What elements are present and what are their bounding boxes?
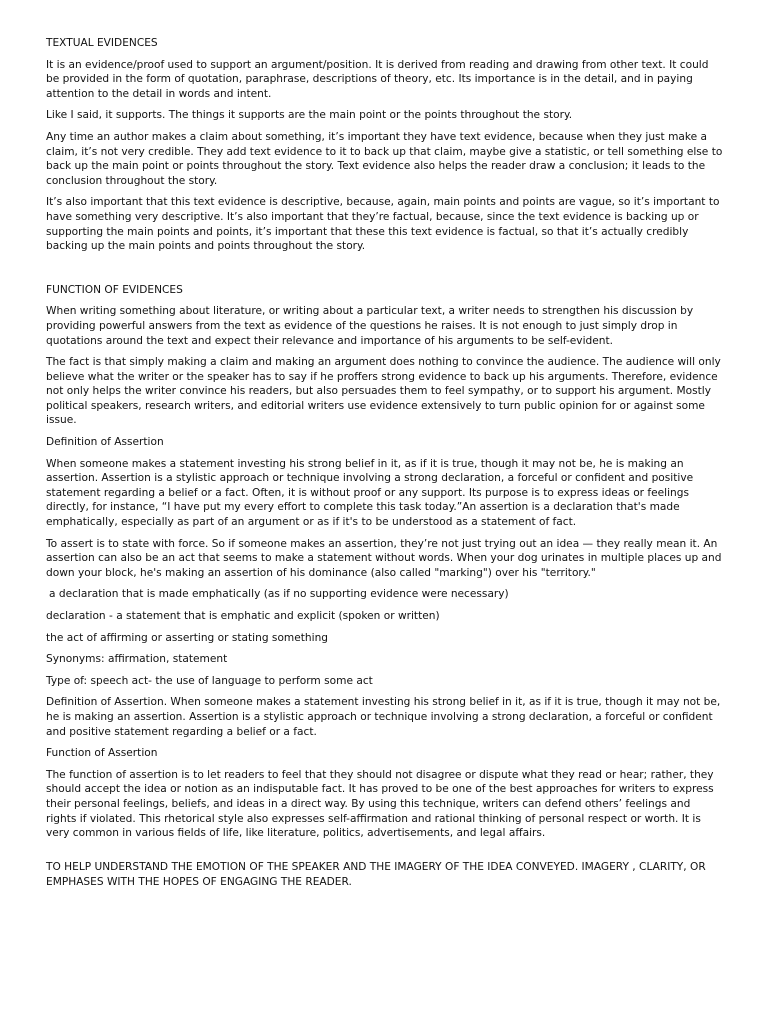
paragraph-function-assertion: The function of assertion is to let readers to feel that they should not disagree or dispute what they read or hear; rather, they should accept the idea or notion as an indisputable fact. It has proved to be one of the best approaches for writers to express their personal feelings, beliefs, and ideas in a direct way. By using this technique, writers can defend others’ feelings and rights if violated. This rhetorical style also expresses self-affirmation and rational thinking of personal respect or worth. It is very common in various fields of life, like literature, politics, advertisements, and legal affairs. — [46, 768, 714, 840]
textual-evidences-heading: TEXTUAL EVIDENCES — [46, 37, 158, 49]
paragraph-definition-evidence: It is an evidence/proof used to support an argument/position. It is derived from reading and drawing from other text. It could be provided in the form of quotation, paraphrase, descriptions of theory, etc. Its importance is in the detail, and in paying attention to the detail in words and intent. — [46, 58, 709, 100]
paragraph-supports: Like I said, it supports. The things it supports are the main point or the points throughout the story. — [46, 109, 573, 122]
paragraph-synonyms: Synonyms: affirmation, statement — [46, 653, 228, 666]
paragraph-uppercase-note: TO HELP UNDERSTAND THE EMOTION OF THE SPEAKER AND THE IMAGERY OF THE IDEA CONVEYED. IMAGERY , CLARITY, OR EMPHASES WITH THE HOPES OF ENGAGING THE READER. — [46, 860, 706, 888]
paragraph-claim: Any time an author makes a claim about something, it’s important they have text evidence, because when they just make a claim, it’s not very credible. They add text evidence to it to back up that claim, maybe give a statistic, or tell something else to back up the main point or points throughout the story. Text evidence also helps the reader draw a conclusion; it leads to the conclusion throughout the story. — [46, 130, 723, 187]
paragraph-to-assert: To assert is to state with force. So if someone makes an assertion, they’re not just trying out an idea — they really mean it. An assertion can also be an act that seems to make a statement without words. When your dog urinates in multiple places up and down your block, he's making an assertion of his dominance (also called "marking") over his "territory." — [46, 537, 722, 579]
paragraph-declaration-emphatic: a declaration that is made emphatically (as if no supporting evidence were necessary) — [49, 588, 509, 601]
section-spacer — [46, 848, 724, 860]
paragraph-act-of-affirming: the act of affirming or asserting or stating something — [46, 631, 329, 644]
function-of-evidences-heading: FUNCTION OF EVIDENCES — [46, 283, 183, 296]
paragraph-writing-literature: When writing something about literature, or writing about a particular text, a writer needs to strengthen his discussion by providing powerful answers from the text as evidence of the questions he raises. It is not enough to just simply drop in quotations around the text and expect their relevance and importance of his arguments to be self-evident. — [46, 305, 694, 347]
function-of-assertion-heading: Function of Assertion — [46, 747, 158, 760]
paragraph-assertion-definition-repeat: Definition of Assertion. When someone makes a statement investing his strong belief in it, as if it is true, though it may not be, he is making an assertion. Assertion is a stylistic approach or technique involving a strong declaration, a forceful or confident and positive statement regarding a belief or a fact. — [46, 696, 721, 738]
paragraph-type-of: Type of: speech act- the use of language to perform some act — [46, 674, 373, 687]
document-page — [46, 36, 724, 897]
paragraph-descriptive: It’s also important that this text evidence is descriptive, because, again, main points and points are vague, so it’s important to have something very descriptive. It’s also important that they’re factual, because, since the text evidence is backing up or supporting the main points and points, it’s important that these this text evidence is factual, so that it’s actually credibly backing up the main points and points throughout the story. — [46, 196, 720, 253]
paragraph-convince-audience: The fact is that simply making a claim and making an argument does nothing to convince the audience. The audience will only believe what the writer or the speaker has to say if he proffers strong evidence to back up his arguments. Therefore, evidence not only helps the writer convince his readers, but also persuades them to feel sympathy, or to support his argument. Mostly political speakers, research writers, and editorial writers use evidence extensively to turn public opinion for or against some issue. — [46, 356, 721, 427]
section-spacer — [46, 261, 724, 283]
definition-of-assertion-heading: Definition of Assertion — [46, 436, 164, 449]
paragraph-assertion-definition: When someone makes a statement investing his strong belief in it, as if it is true, though it may not be, he is making an assertion. Assertion is a stylistic approach or technique involving a strong declaration, a forceful or confident and positive statement regarding a belief or a fact. Often, it is without proof or any support. Its purpose is to express ideas or feelings directly, for instance, “I have put my every effort to complete this task today.”An assertion is a declaration that's made emphatically, especially as part of an argument or as if it's to be understood as a statement of fact. — [46, 457, 694, 529]
paragraph-declaration-explicit: declaration - a statement that is emphatic and explicit (spoken or written) — [46, 610, 440, 622]
